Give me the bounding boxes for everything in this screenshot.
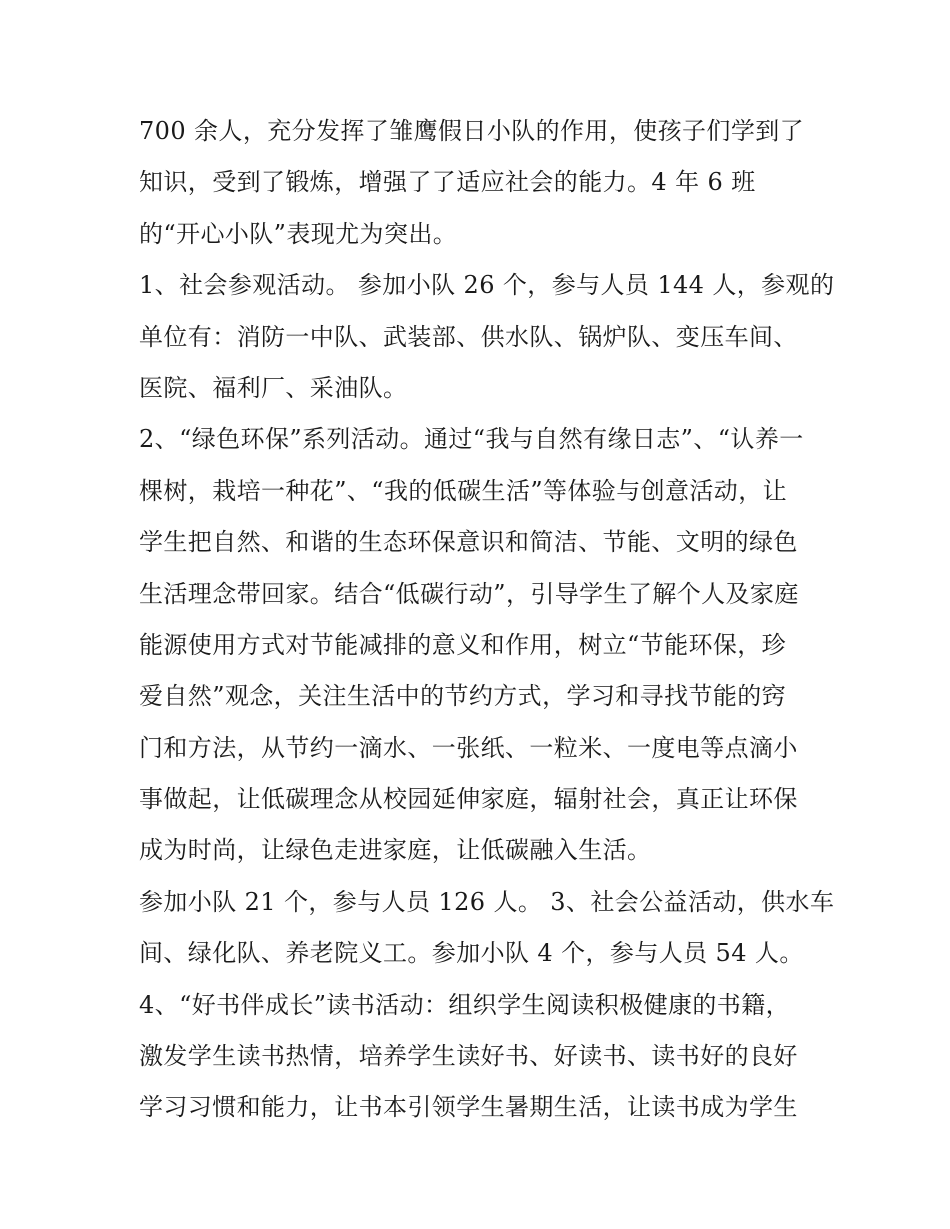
text-line: 棵树，栽培一种花”、“我的低碳生活”等体验与创意活动，让 [139,476,788,505]
text-line: 4、“好书伴成长”读书活动：组织学生阅读积极健康的书籍， [139,990,791,1019]
text-line: 生活理念带回家。结合“低碳行动”，引导学生了解个人及家庭 [139,579,799,608]
text-line: 参加小队 21 个，参与人员 126 人。 3、社会公益活动，供水车 [139,887,835,916]
text-line: 单位有：消防一中队、武装部、供水队、锅炉队、变压车间、 [139,322,798,351]
text-line: 爱自然”观念，关注生活中的节约方式，学习和寻找节能的窍 [139,682,787,711]
text-line: 医院、福利厂、采油队。 [139,373,408,402]
text-line: 2、“绿色环保”系列活动。通过“我与自然有缘日志”、“认养一 [139,425,804,454]
text-line: 成为时尚，让绿色走进家庭，让低碳融入生活。 [139,836,652,865]
text-line: 知识，受到了锻炼，增强了了适应社会的能力。4 年 6 班 [139,168,756,197]
text-line: 700 余人，充分发挥了雏鹰假日小队的作用，使孩子们学到了 [139,117,805,145]
text-line: 1、社会参观活动。 参加小队 26 个，参与人员 144 人，参观的 [139,271,835,300]
text-line: 事做起，让低碳理念从校园延伸家庭，辐射社会，真正让环保 [139,785,798,814]
text-line: 间、绿化队、养老院义工。参加小队 4 个，参与人员 54 人。 [139,939,804,968]
text-line: 的“开心小队”表现尤为突出。 [139,219,458,248]
text-line: 激发学生读书热情，培养学生读好书、好读书、读书好的良好 [139,1042,798,1071]
text-line: 能源使用方式对节能减排的意义和作用，树立“节能环保，珍 [139,630,787,659]
text-line: 门和方法，从节约一滴水、一张纸、一粒米、一度电等点滴小 [139,733,798,762]
body-text [139,106,835,1134]
text-line: 学生把自然、和谐的生态环保意识和简洁、节能、文明的绿色 [139,528,798,557]
text-line: 学习习惯和能力，让书本引领学生暑期生活，让读书成为学生 [139,1093,798,1122]
